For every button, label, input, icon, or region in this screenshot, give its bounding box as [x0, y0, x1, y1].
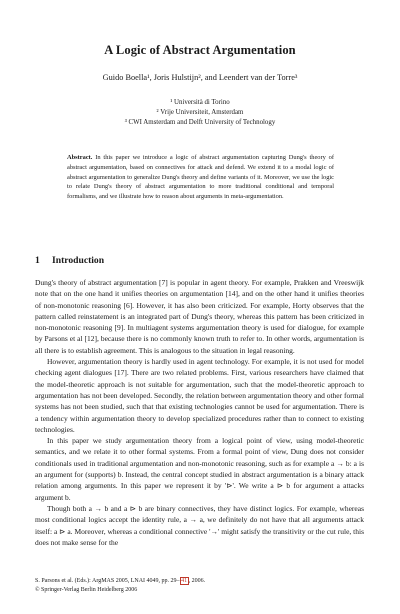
section-number: 1 [35, 255, 40, 266]
abstract [67, 153, 334, 202]
section-heading [35, 255, 104, 266]
section-title: Introduction [52, 255, 105, 266]
page-link[interactable]: 41 [181, 578, 188, 584]
paragraph: Though both a → b and a ⊳ b are binary connectives, they have distinct logics. For example, whereas most conditional logics accept the identity rule, a → a, we definitely do not have that all arguments attack itself: a ⊳ a. Moreover, whereas a conditional connective '→' might satisfy the transitivity or the cut rule, this does not make sense for the [35, 503, 364, 547]
citation-suffix: , 2006. [188, 578, 206, 584]
citation-line [35, 577, 205, 586]
paragraph: In this paper we study argumentation theory from a logical point of view, using model-theoretic semantics, and we relate it to other formal systems. From a formal point of view, Dung does not consider conditionals used in traditional argumentation and non-monotonic reasoning, such as for example a → b: a is an argument for (supports) b. Instead, the central concept studied in abstract argumentation is a binary attack relation among arguments. In this paper we represent it by '⊳'. We write a ⊳ b for argument a attacks argument b. [35, 436, 364, 502]
abstract-label: Abstract. [67, 154, 93, 161]
author-list: Guido Boella¹, Joris Hulstijn², and Leendert van der Torre³ [102, 73, 298, 82]
paragraph: Dung's theory of abstract argumentation [7] is popular in agent theory. For example, Prakken and Vreeswijk note that on the one hand it unifies theories on argumentation [14], and on the other hand it unifies theories of non-monotonic reasoning [6]. However, it has also been criticized. For example, Horty observes that the pattern called reinstatement is an integrated part of Dung's theory, whereas this pattern has been criticized in non-monotonic reasoning [9]. In multiagent systems argumentation theory is used for dialogue, for example by Parsons et al [12], because there is no commonly known truth to refer to. In other words, argumentation is all there is to establish agreement. This is analogous to the situation in legal reasoning. [35, 278, 364, 355]
affiliation-3: ³ CWI Amsterdam and Delft University of Technology [124, 119, 276, 126]
publication-footer [35, 577, 205, 594]
paper-title: A Logic of Abstract Argumentation [104, 43, 296, 57]
paragraph: However, argumentation theory is hardly used in agent technology. For example, it is not used for model checking agent dialogues [17]. There are two related problems. First, various researchers have claimed that the model-theoretic approach is not suitable for argumentation, such that the model-theoretic approach to argumentation has not been developed. Secondly, the relation between argumentation theory and other formal systems has not been studied, such that that existing technologies cannot be used for argumentation. There is a tendency within argumentation theory to develop specialized procedures rather than to connect to existing technologies. [35, 357, 364, 434]
body-text [35, 277, 364, 548]
copyright-line: © Springer-Verlag Berlin Heidelberg 2006 [35, 586, 138, 593]
abstract-text: In this paper we introduce a logic of abstract argumentation capturing Dung's theory of abstract argumentation, based on connectives for attack and defend. We extend it to a modal logic of abstract argumentation to generalize Dung's theory and define variants of it. Moreover, we use the logic to relate Dung's theory of abstract argumentation to more traditional conditional and temporal formalisms, and we illustrate how to reason about arguments in meta-argumentation. [67, 154, 334, 201]
affiliation-2: ² Vrije Universiteit, Amsterdam [156, 109, 244, 116]
citation-text: S. Parsons et al. (Eds.): ArgMAS 2005, LNAI 4049, pp. 29– [35, 578, 180, 584]
affiliation-1: ¹ Università di Torino [170, 99, 230, 106]
